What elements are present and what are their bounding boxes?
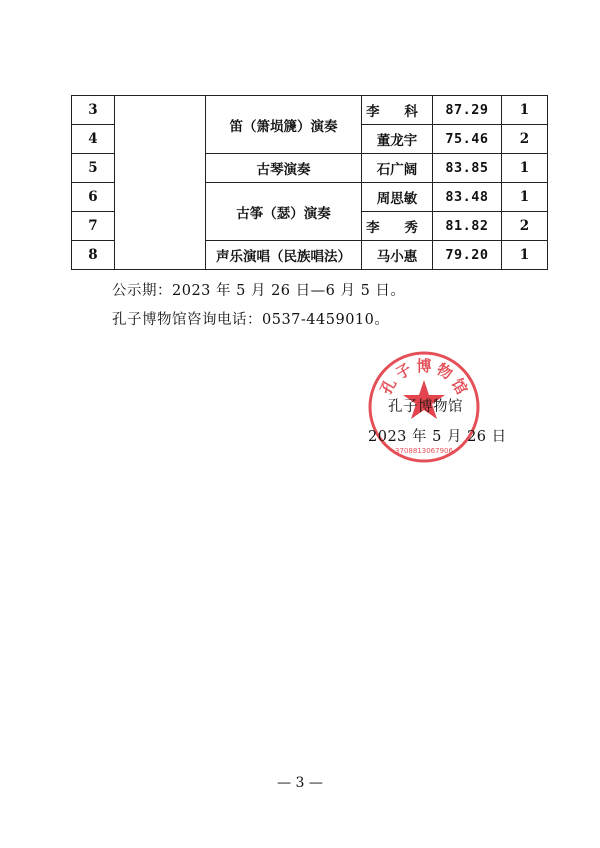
row-number: 6 — [72, 183, 115, 212]
score-cell: 83.48 — [433, 183, 502, 212]
rank-cell: 1 — [502, 96, 548, 125]
row-number: 8 — [72, 241, 115, 270]
rank-cell: 1 — [502, 183, 548, 212]
results-table — [71, 95, 548, 270]
page-number: — 3 — — [277, 775, 323, 791]
row-number: 5 — [72, 154, 115, 183]
row-number: 7 — [72, 212, 115, 241]
program-cell: 声乐演唱（民族唱法） — [206, 241, 362, 270]
program-cell: 古琴演奏 — [206, 154, 362, 183]
signature-organization: 孔子博物馆 — [388, 399, 463, 415]
performer-name: 董龙宇 — [362, 125, 433, 154]
rank-cell: 1 — [502, 154, 548, 183]
signature-date: 2023 年 5 月 26 日 — [368, 429, 507, 445]
table-row — [72, 96, 548, 125]
performer-name: 马小惠 — [362, 241, 433, 270]
seal-character: 子 — [392, 359, 415, 384]
program-cell: 笛（箫埙篪）演奏 — [206, 96, 362, 154]
program-cell: 古筝（瑟）演奏 — [206, 183, 362, 241]
performer-name: 李 科 — [362, 96, 433, 125]
contact-phone-text: 孔子博物馆咨询电话：0537-4459010。 — [112, 312, 390, 328]
rank-cell: 2 — [502, 125, 548, 154]
row-number: 4 — [72, 125, 115, 154]
publicity-period-text: 公示期：2023 年 5 月 26 日—6 月 5 日。 — [112, 283, 406, 299]
rank-cell: 1 — [502, 241, 548, 270]
performer-name: 石广阔 — [362, 154, 433, 183]
score-cell: 79.20 — [433, 241, 502, 270]
performer-name: 周思敏 — [362, 183, 433, 212]
seal-character: 博 — [416, 357, 432, 375]
rank-cell: 2 — [502, 212, 548, 241]
score-cell: 75.46 — [433, 125, 502, 154]
score-cell: 87.29 — [433, 96, 502, 125]
seal-character: 物 — [433, 359, 456, 384]
merged-blank-cell — [115, 96, 206, 270]
row-number: 3 — [72, 96, 115, 125]
score-cell: 81.82 — [433, 212, 502, 241]
score-cell: 83.85 — [433, 154, 502, 183]
seal-character: 馆 — [447, 375, 472, 398]
seal-character: 孔 — [376, 375, 401, 398]
svg-text:3708813067906: 3708813067906 — [395, 447, 453, 455]
performer-name: 李 秀 — [362, 212, 433, 241]
